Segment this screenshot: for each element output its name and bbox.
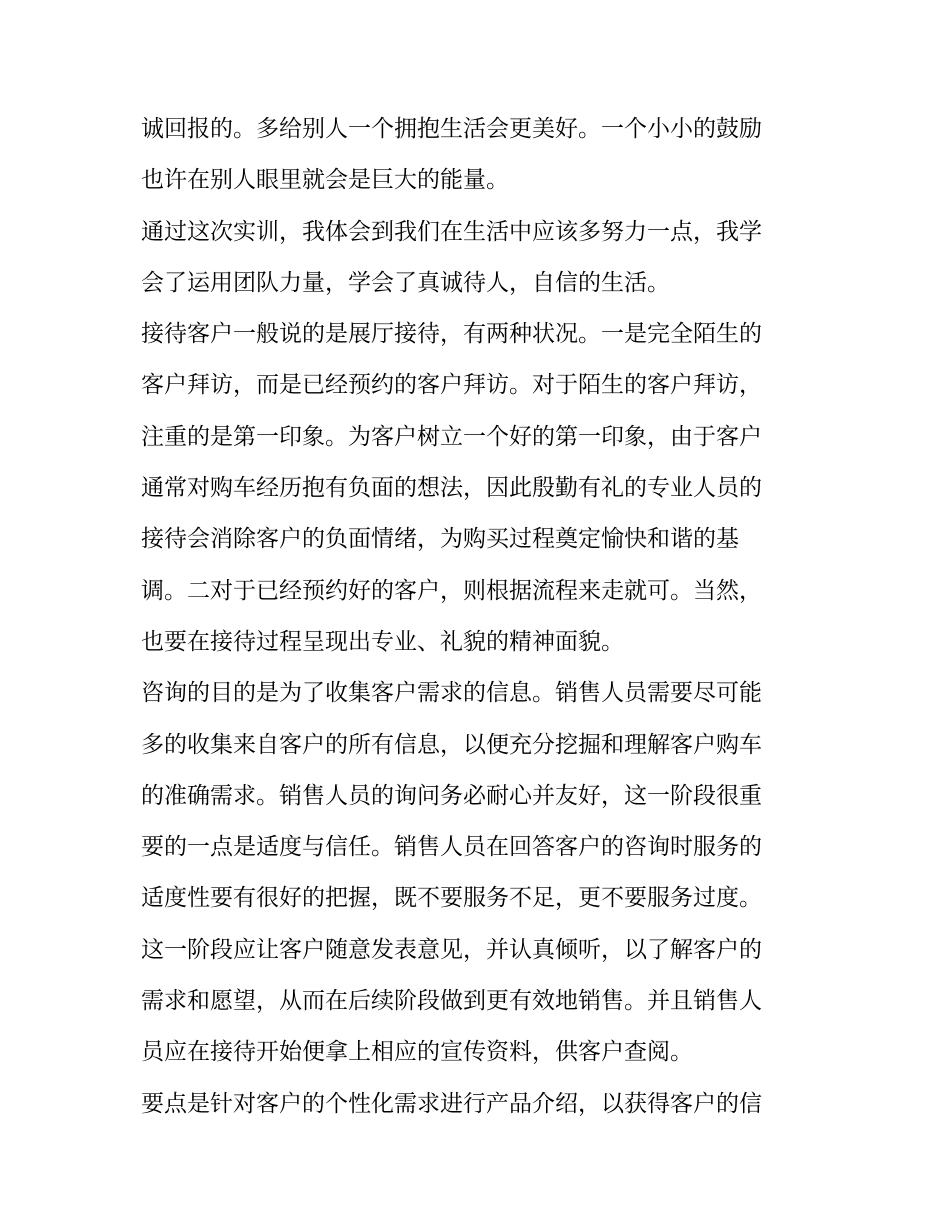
text-line: 调。二对于已经预约好的客户，则根据流程来走就可。当然， — [141, 577, 762, 604]
text-line: 适度性要有很好的把握，既不要服务不足，更不要服务过度。 — [141, 885, 762, 912]
text-line: 注重的是第一印象。为客户树立一个好的第一印象，由于客户 — [141, 423, 762, 450]
body-text — [141, 104, 813, 1130]
text-line: 需求和愿望，从而在后续阶段做到更有效地销售。并且销售人 — [141, 988, 762, 1015]
text-line: 接待客户一般说的是展厅接待，有两种状况。一是完全陌生的 — [141, 321, 762, 348]
text-line: 通常对购车经历抱有负面的想法，因此殷勤有礼的专业人员的 — [141, 475, 762, 502]
text-line: 多的收集来自客户的所有信息，以便充分挖掘和理解客户购车 — [141, 731, 762, 758]
text-line: 要的一点是适度与信任。销售人员在回答客户的咨询时服务的 — [141, 834, 762, 861]
text-line: 接待会消除客户的负面情绪，为购买过程奠定愉快和谐的基 — [141, 526, 739, 553]
text-line: 的准确需求。销售人员的询问务必耐心并友好，这一阶段很重 — [141, 782, 762, 809]
text-line: 诚回报的。多给别人一个拥抱生活会更美好。一个小小的鼓励 — [141, 116, 762, 142]
text-line: 员应在接待开始便拿上相应的宣传资料，供客户查阅。 — [141, 1039, 693, 1066]
text-line: 会了运用团队力量，学会了真诚待人，自信的生活。 — [141, 269, 670, 296]
text-line: 要点是针对客户的个性化需求进行产品介绍，以获得客户的信 — [141, 1090, 762, 1117]
text-line: 客户拜访，而是已经预约的客户拜访。对于陌生的客户拜访， — [141, 372, 762, 399]
text-line: 这一阶段应让客户随意发表意见，并认真倾听，以了解客户的 — [141, 936, 762, 963]
text-line: 也许在别人眼里就会是巨大的能量。 — [141, 167, 509, 194]
text-line: 也要在接待过程呈现出专业、礼貌的精神面貌。 — [141, 628, 624, 655]
text-line: 通过这次实训，我体会到我们在生活中应该多努力一点，我学 — [141, 218, 762, 245]
text-line: 咨询的目的是为了收集客户需求的信息。销售人员需要尽可能 — [141, 680, 762, 707]
